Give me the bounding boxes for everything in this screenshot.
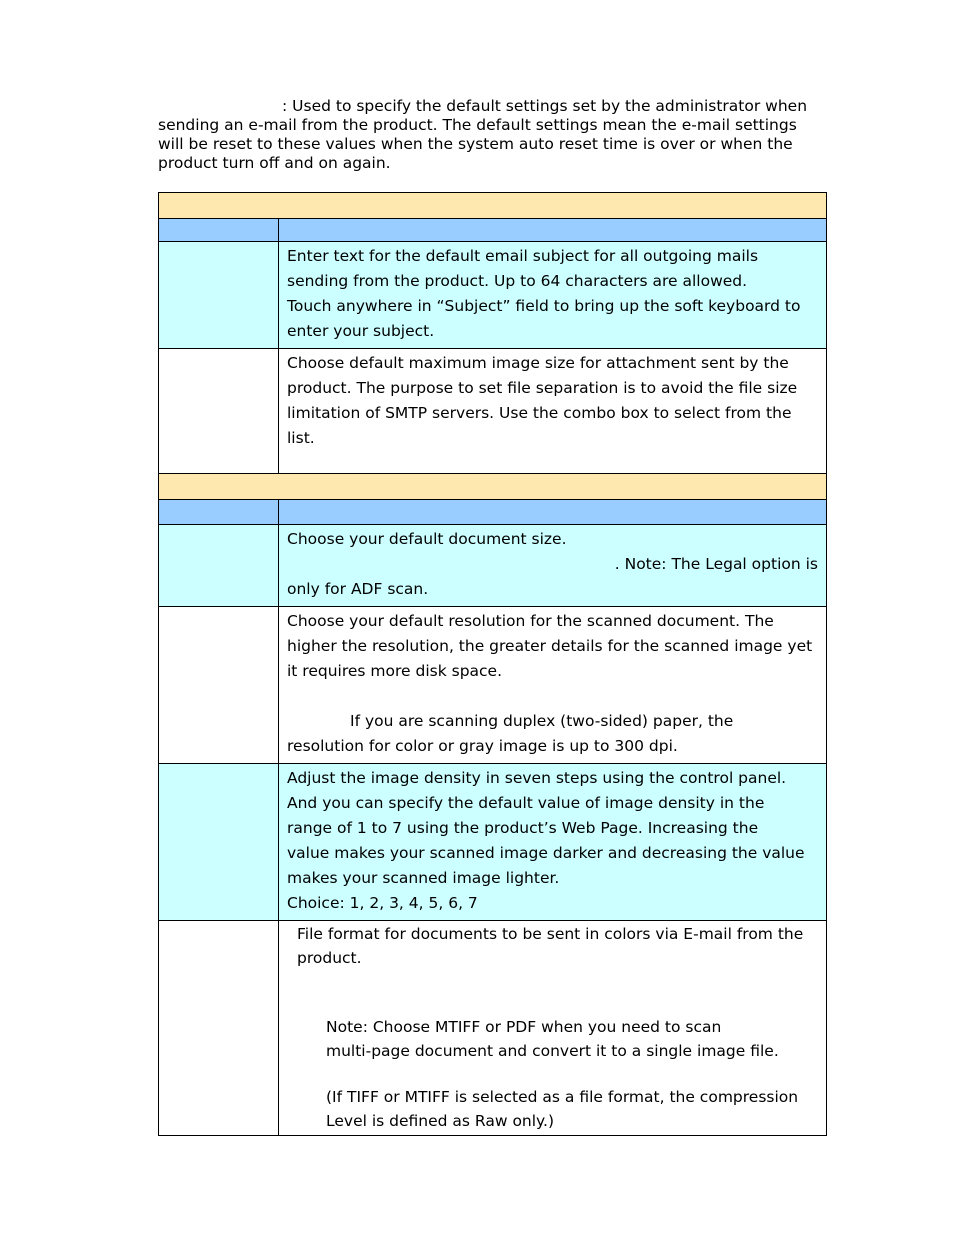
description-line: Choose your default resolution for the scanned document. The bbox=[287, 612, 774, 630]
description-line: limitation of SMTP servers. Use the combo box to select from the bbox=[287, 404, 792, 422]
intro-paragraph bbox=[158, 97, 830, 173]
description-line: value makes your scanned image darker and decreasing the value bbox=[287, 844, 805, 862]
description-line: Touch anywhere in “Subject” field to bring up the soft keyboard to bbox=[287, 297, 801, 315]
description-line: only for ADF scan. bbox=[287, 580, 429, 598]
description-line: multi-page document and convert it to a single image file. bbox=[326, 1042, 779, 1060]
setting-description bbox=[279, 525, 827, 607]
table-row-file-size bbox=[159, 349, 827, 474]
description-line: Note: Choose MTIFF or PDF when you need to scan bbox=[326, 1018, 722, 1036]
settings-table bbox=[158, 192, 827, 1136]
intro-line: sending an e-mail from the product. The default settings mean the e-mail settings bbox=[158, 116, 797, 134]
column-header-name bbox=[159, 500, 279, 525]
column-header-name bbox=[159, 219, 279, 242]
description-line: File format for documents to be sent in colors via E-mail from the bbox=[297, 925, 804, 943]
description-line: resolution for color or gray image is up to 300 dpi. bbox=[287, 737, 678, 755]
description-line: enter your subject. bbox=[287, 322, 435, 340]
table-row-resolution bbox=[159, 607, 827, 764]
description-line: list. bbox=[287, 429, 315, 447]
column-header-description bbox=[279, 219, 827, 242]
section-header-scan bbox=[159, 474, 827, 500]
column-header-row bbox=[159, 219, 827, 242]
setting-description bbox=[279, 921, 827, 1136]
description-line: Enter text for the default email subject for all outgoing mails bbox=[287, 247, 759, 265]
description-line: And you can specify the default value of image density in the bbox=[287, 794, 765, 812]
description-line: higher the resolution, the greater details for the scanned image yet bbox=[287, 637, 813, 655]
description-line: Choice: 1, 2, 3, 4, 5, 6, 7 bbox=[287, 894, 478, 912]
setting-name-cell bbox=[159, 349, 279, 474]
setting-name-cell bbox=[159, 525, 279, 607]
table-row-file-format bbox=[159, 921, 827, 1136]
setting-name-cell bbox=[159, 921, 279, 1136]
intro-line: will be reset to these values when the system auto reset time is over or when the bbox=[158, 135, 793, 153]
description-line: it requires more disk space. bbox=[287, 662, 503, 680]
description-line: Choose your default document size. bbox=[287, 530, 567, 548]
setting-name-cell bbox=[159, 764, 279, 921]
description-line: range of 1 to 7 using the product’s Web Page. Increasing the bbox=[287, 819, 759, 837]
setting-description bbox=[279, 242, 827, 349]
section-header-cell bbox=[159, 193, 827, 219]
table-row-document-size bbox=[159, 525, 827, 607]
section-header-cell bbox=[159, 474, 827, 500]
setting-description bbox=[279, 349, 827, 474]
table-row-density bbox=[159, 764, 827, 921]
description-line: Choose default maximum image size for attachment sent by the bbox=[287, 354, 789, 372]
intro-line: : Used to specify the default settings set by the administrator when bbox=[282, 97, 808, 115]
setting-description bbox=[279, 607, 827, 764]
description-line: makes your scanned image lighter. bbox=[287, 869, 560, 887]
description-line: product. The purpose to set file separation is to avoid the file size bbox=[287, 379, 798, 397]
description-line: product. bbox=[297, 949, 362, 967]
description-line: Level is defined as Raw only.) bbox=[326, 1112, 554, 1130]
setting-name-cell bbox=[159, 607, 279, 764]
setting-name-cell bbox=[159, 242, 279, 349]
description-line: . Note: The Legal option is bbox=[614, 555, 818, 573]
description-line: (If TIFF or MTIFF is selected as a file format, the compression bbox=[326, 1088, 799, 1106]
description-line: If you are scanning duplex (two-sided) paper, the bbox=[350, 712, 734, 730]
table-row-subject bbox=[159, 242, 827, 349]
intro-line: product turn off and on again. bbox=[158, 154, 391, 172]
description-line: sending from the product. Up to 64 characters are allowed. bbox=[287, 272, 748, 290]
column-header-description bbox=[279, 500, 827, 525]
setting-description bbox=[279, 764, 827, 921]
section-header-email bbox=[159, 193, 827, 219]
description-line: Adjust the image density in seven steps using the control panel. bbox=[287, 769, 787, 787]
column-header-row bbox=[159, 500, 827, 525]
